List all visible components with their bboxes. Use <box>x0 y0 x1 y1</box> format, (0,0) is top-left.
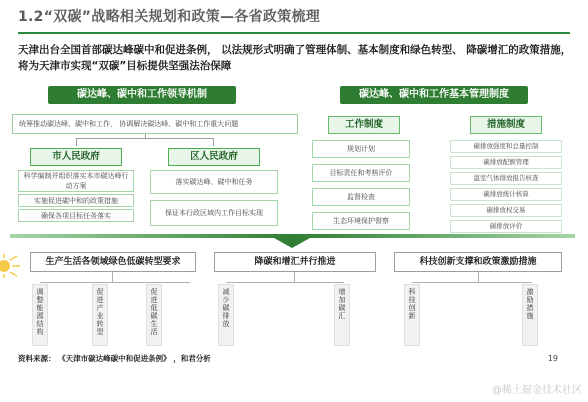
work-system-item: 目标责任和考核评价 <box>312 164 410 182</box>
work-system-item: 监督检查 <box>312 188 410 206</box>
pillar-connector <box>294 272 295 282</box>
pillar-item: 增加碳汇 <box>334 284 350 346</box>
pillar-connector <box>112 272 113 282</box>
measures-item: 碳排放权交易 <box>450 204 562 217</box>
measures-item: 碳排放评价 <box>450 220 562 233</box>
left-bracket <box>76 138 214 146</box>
page-number: 19 <box>547 354 558 363</box>
pillar-item: 激励措施 <box>522 284 538 346</box>
watermark: @稀土掘金技术社区 <box>492 385 582 396</box>
district-gov-item: 保证本行政区域内工作目标实现 <box>150 200 278 226</box>
city-gov-label: 市人民政府 <box>30 148 122 166</box>
pillar-carbon-reduction: 降碳和增汇并行推进 <box>214 252 376 272</box>
work-system-label: 工作制度 <box>328 116 400 134</box>
title-bar <box>0 6 588 30</box>
district-gov-label: 区人民政府 <box>168 148 260 166</box>
leadership-description: 统筹推动碳达峰、碳中和工作， 协调解决碳达峰、碳中和工作重大问题 <box>12 114 298 134</box>
pillar-item: 促进低碳生活 <box>146 284 162 346</box>
district-gov-item: 落实碳达峰、碳中和任务 <box>150 170 278 194</box>
work-system-item: 生态环境保护督察 <box>312 212 410 230</box>
measures-item: 碳排放统计核算 <box>450 188 562 201</box>
pillar-green-transition: 生产生活各领域绿色低碳转型要求 <box>30 252 196 272</box>
pillar-item: 科技创新 <box>404 284 420 346</box>
title-rule <box>18 32 570 34</box>
pillar-item: 减少碳排放 <box>218 284 234 346</box>
slide-title: 1.2“双碳”战略相关规划和政策—各省政策梳理 <box>18 9 321 25</box>
pillar-item: 调整能源结构 <box>32 284 48 346</box>
pillar-tech-innovation: 科技创新支撑和政策激励措施 <box>394 252 562 272</box>
measures-item: 碳排放强度和总量控制 <box>450 140 562 153</box>
pillar-connector <box>478 272 479 282</box>
left-stem <box>145 134 146 138</box>
measures-item: 温室气体排放报告核查 <box>450 172 562 185</box>
city-gov-item: 确保各项目标任务落实 <box>18 209 134 222</box>
convergence-arrow <box>10 234 575 248</box>
source-note: 资料来源： 《天津市碳达峰碳中和促进条例》 ，和君分析 <box>18 354 211 363</box>
measures-item: 碳排放配额管理 <box>450 156 562 169</box>
pillar-connector <box>40 282 190 283</box>
intro-text: 天津出台全国首部碳达峰碳中和促进条例， 以法规形式明确了管理体制、基本制度和绿色转型、 降碳增汇的政策措施， 将为天津市实现“双碳”目标提供坚强法治保障 <box>18 44 572 72</box>
pillar-connector <box>226 282 344 283</box>
city-gov-item: 科学编制并组织落实本市碳达峰行动方案 <box>18 170 134 192</box>
sun-icon <box>0 254 22 278</box>
management-banner: 碳达峰、碳中和工作基本管理制度 <box>340 86 528 104</box>
pillar-item: 促进产业转型 <box>92 284 108 346</box>
measures-label: 措施制度 <box>470 116 542 134</box>
pillar-connector <box>412 282 532 283</box>
leadership-banner: 碳达峰、碳中和工作领导机制 <box>48 86 236 104</box>
work-system-item: 规划计划 <box>312 140 410 158</box>
city-gov-item: 实施促进碳中和的政策措施 <box>18 194 134 207</box>
